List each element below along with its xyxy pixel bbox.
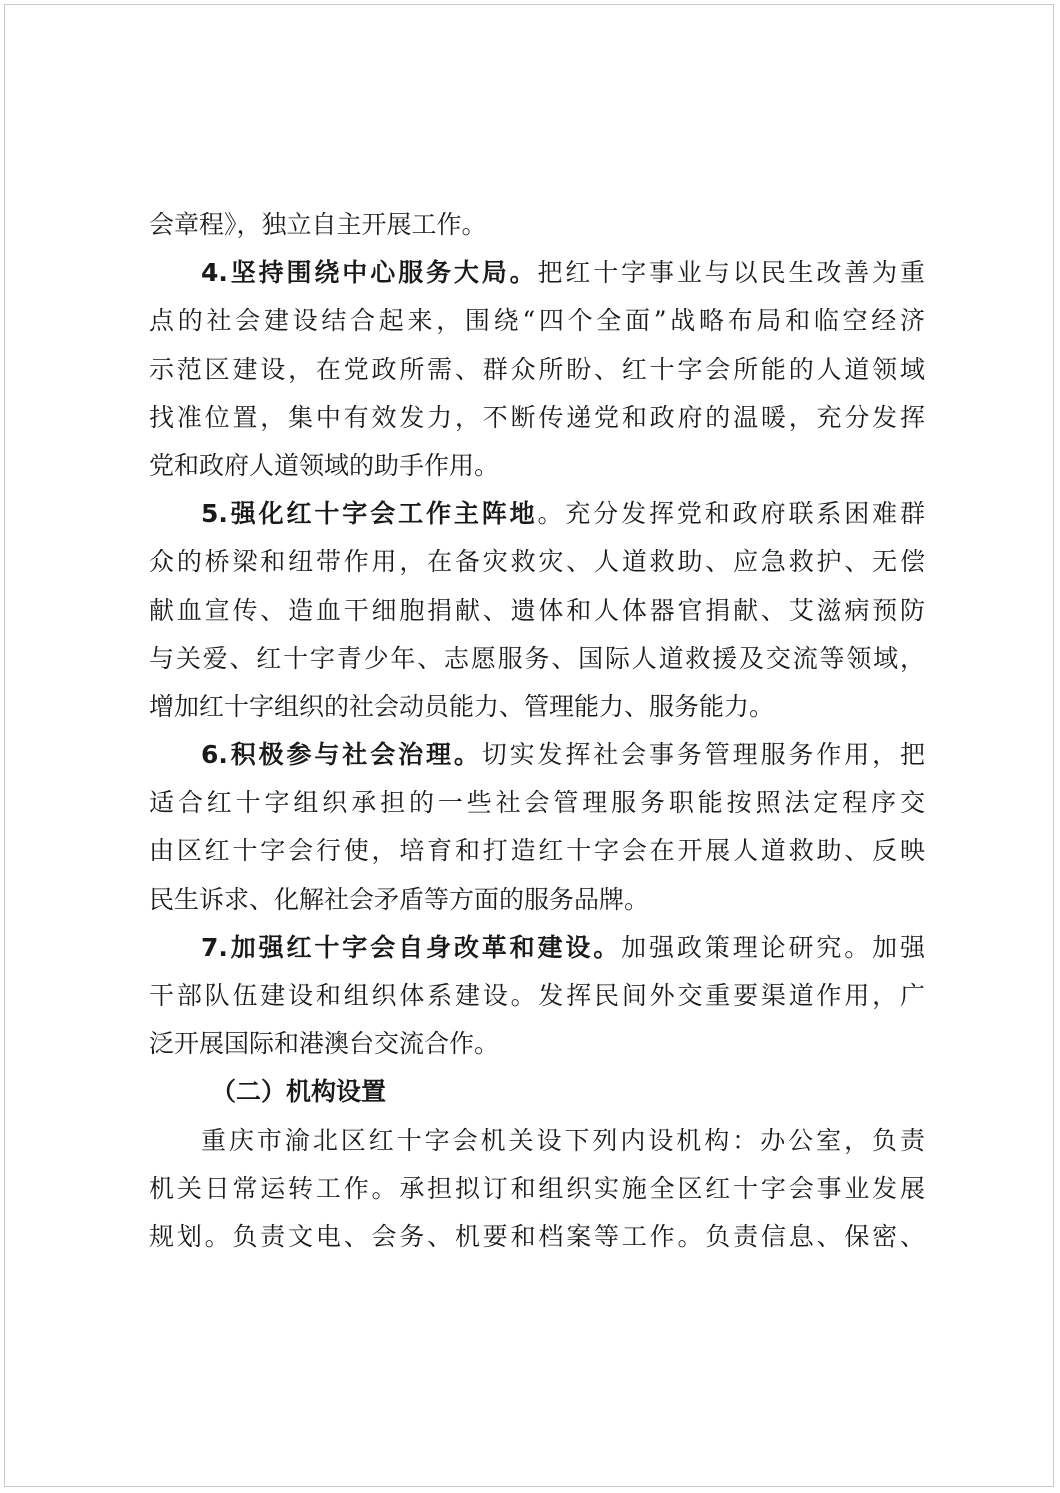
- item-7-first-line: [149, 924, 925, 972]
- item-6-title: 6.积极参与社会治理。: [201, 740, 482, 770]
- item-4-first-line: [149, 249, 925, 297]
- item-5-first-line: [149, 490, 925, 538]
- paragraph-line: 党和政府人道领域的助手作用。: [149, 450, 500, 480]
- paragraph-line: 示范区建设，在党政所需、群众所盼、红十字会所能的人道领域: [149, 354, 925, 384]
- paragraph-line: 献血宣传、造血干细胞捐献、遗体和人体器官捐献、艾滋病预防: [149, 595, 925, 625]
- paragraph-line: 众的桥梁和纽带作用，在备灾救灾、人道救助、应急救护、无偿: [149, 547, 925, 577]
- paragraph-line: 干部队伍建设和组织体系建设。发挥民间外交重要渠道作用，广: [149, 981, 925, 1010]
- item-7-title: 7.加强红十字会自身改革和建设。: [201, 932, 622, 962]
- item-5-text: 。充分发挥党和政府联系困难群: [537, 499, 925, 529]
- page-frame: [4, 4, 1054, 1487]
- paragraph-line: 找准位置，集中有效发力，不断传递党和政府的温暖，充分发挥: [149, 402, 925, 432]
- paragraph-line: 会章程》，独立自主开展工作。: [149, 210, 487, 239]
- item-4-text: 把红十字事业与以民生改善为重: [537, 258, 925, 288]
- item-6-text: 切实发挥社会事务管理服务作用，把: [481, 740, 925, 770]
- paragraph-line: 重庆市渝北区红十字会机关设下列内设机构：办公室，负责: [201, 1125, 925, 1155]
- item-6-first-line: [149, 731, 925, 779]
- paragraph-line: 点的社会建设结合起来，围绕“四个全面”战略布局和临空经济: [149, 306, 925, 336]
- paragraph-line: 增加红十字组织的社会动员能力、管理能力、服务能力。: [149, 691, 775, 721]
- paragraph-line: 适合红十字组织承担的一些社会管理服务职能按照法定程序交: [149, 788, 925, 818]
- paragraph-line: 由区红十字会行使，培育和打造红十字会在开展人道救助、反映: [149, 836, 925, 866]
- item-7-text: 加强政策理论研究。加强: [621, 932, 925, 962]
- item-5-title: 5.强化红十字会工作主阵地: [201, 499, 538, 529]
- paragraph-line: 泛开展国际和港澳台交流合作。: [149, 1029, 500, 1059]
- paragraph-line: 规划。负责文电、会务、机要和档案等工作。负责信息、保密、: [149, 1221, 925, 1251]
- item-4-title: 4.坚持围绕中心服务大局。: [201, 258, 538, 288]
- paragraph-line: 与关爱、红十字青少年、志愿服务、国际人道救援及交流等领域，: [149, 643, 925, 673]
- section-heading: （二）机构设置: [211, 1077, 387, 1107]
- document-body: [149, 201, 925, 1261]
- paragraph-line: 机关日常运转工作。承担拟订和组织实施全区红十字会事业发展: [149, 1173, 925, 1203]
- paragraph-line: 民生诉求、化解社会矛盾等方面的服务品牌。: [149, 884, 650, 914]
